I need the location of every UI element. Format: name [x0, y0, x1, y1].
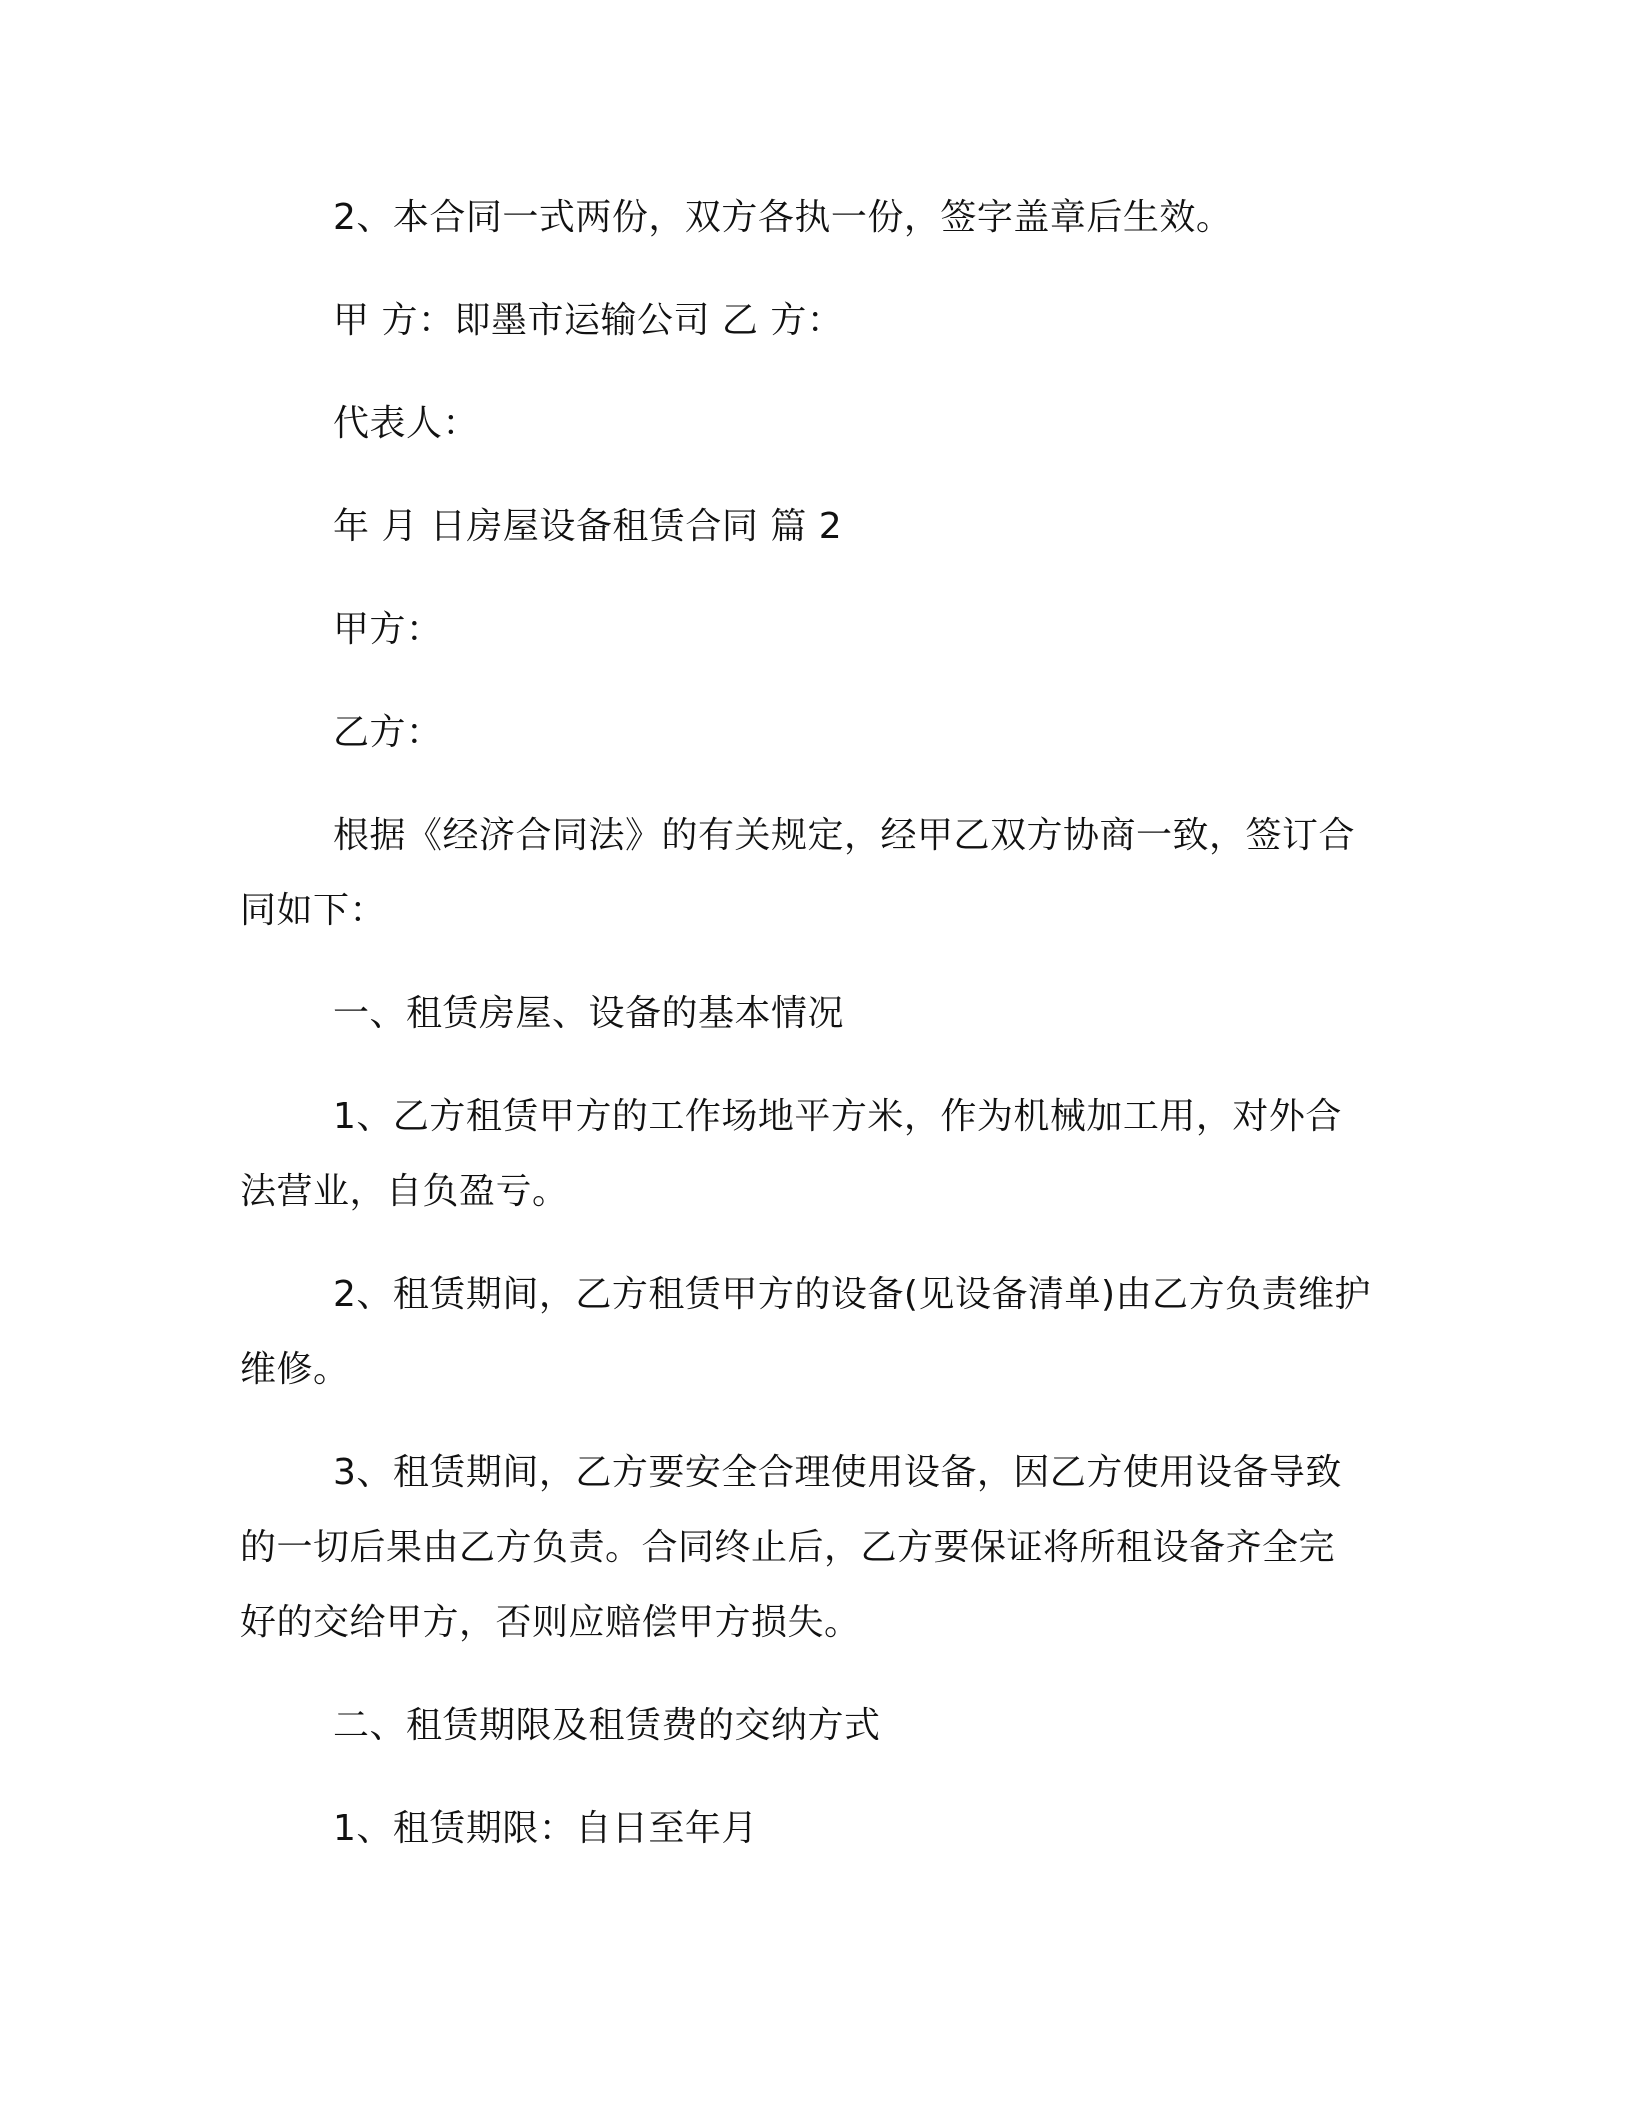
party-a-signature-line: 甲 方：即墨市运输公司 乙 方： [333, 300, 844, 341]
clause-1-1-line-1: 1、乙方租赁甲方的工作场地平方米，作为机械加工用，对外合 [333, 1096, 1342, 1137]
clause-1-1-line-2: 法营业，自负盈亏。 [240, 1171, 569, 1212]
clause-1-3-line-2: 的一切后果由乙方负责。合同终止后，乙方要保证将所租设备齐全完 [240, 1527, 1336, 1568]
clause-2-1-line-1: 1、租赁期限：自日至年月 [333, 1808, 758, 1849]
representative-line: 代表人： [333, 403, 480, 444]
preamble-paragraph-line-1: 根据《经济合同法》的有关规定，经甲乙双方协商一致，签订合 [333, 815, 1356, 856]
party-b-line: 乙方： [333, 712, 443, 753]
clause-1-2-line-1: 2、租赁期间，乙方租赁甲方的设备(见设备清单)由乙方负责维护 [333, 1274, 1371, 1315]
clause-1-3-line-1: 3、租赁期间，乙方要安全合理使用设备，因乙方使用设备导致 [333, 1452, 1342, 1493]
preamble-paragraph-line-2: 同如下： [240, 890, 387, 931]
contract-title: 年 月 日房屋设备租赁合同 篇 2 [333, 506, 843, 547]
clause-1-3-line-3: 好的交给甲方，否则应赔偿甲方损失。 [240, 1602, 861, 1643]
section-one-heading: 一、租赁房屋、设备的基本情况 [333, 993, 845, 1034]
party-a-line: 甲方： [333, 609, 443, 650]
clause-1-2-line-2: 维修。 [240, 1349, 350, 1390]
clause-copies-effective: 2、本合同一式两份，双方各执一份，签字盖章后生效。 [333, 197, 1233, 238]
section-two-heading: 二、租赁期限及租赁费的交纳方式 [333, 1705, 881, 1746]
